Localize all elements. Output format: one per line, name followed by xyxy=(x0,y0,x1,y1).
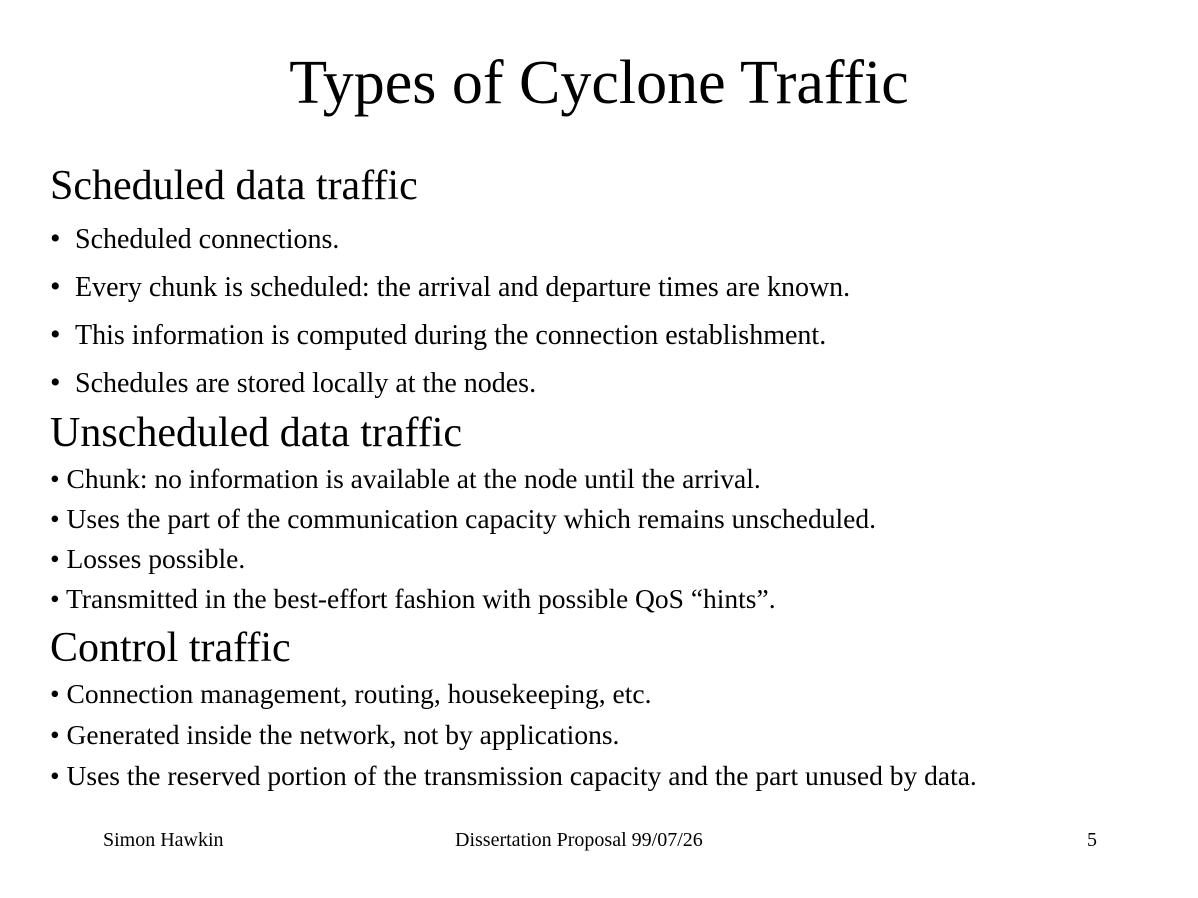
bullet-dot: • xyxy=(50,318,61,351)
bullet-text: Scheduled connections. xyxy=(75,224,340,255)
bullet-item: • Generated inside the network, not by applications. xyxy=(50,719,620,750)
bullet-item: • Chunk: no information is available at the node until the arrival. xyxy=(50,463,761,494)
bullet-item xyxy=(50,222,339,257)
bullet-dot: • xyxy=(50,270,61,303)
bullet-item xyxy=(50,270,850,305)
page-number: 5 xyxy=(1087,829,1097,851)
bullet-text: Schedules are stored locally at the nodes. xyxy=(75,368,537,399)
bullet-text: Every chunk is scheduled: the arrival and departure times are known. xyxy=(75,272,851,303)
bullet-item xyxy=(50,318,826,353)
footer-title-date: Dissertation Proposal 99/07/26 xyxy=(455,829,703,851)
bullet-text: This information is computed during the connection establishment. xyxy=(75,320,827,351)
bullet-item: • Transmitted in the best-effort fashion with possible QoS “hints”. xyxy=(50,583,776,614)
bullet-dot: • xyxy=(50,222,61,255)
bullet-dot: • xyxy=(50,366,61,399)
section-heading-control: Control traffic xyxy=(50,625,291,671)
slide-title: Types of Cyclone Traffic xyxy=(289,49,909,117)
bullet-item: • Uses the part of the communication capacity which remains unscheduled. xyxy=(50,503,876,534)
section-heading-unscheduled: Unscheduled data traffic xyxy=(50,410,463,456)
bullet-item xyxy=(50,366,536,401)
section-heading-scheduled: Scheduled data traffic xyxy=(50,163,418,209)
bullet-item: • Connection management, routing, housekeeping, etc. xyxy=(50,678,652,709)
bullet-item: • Uses the reserved portion of the transmission capacity and the part unused by data. xyxy=(50,760,977,791)
bullet-item: • Losses possible. xyxy=(50,543,246,574)
footer-author: Simon Hawkin xyxy=(103,829,224,851)
